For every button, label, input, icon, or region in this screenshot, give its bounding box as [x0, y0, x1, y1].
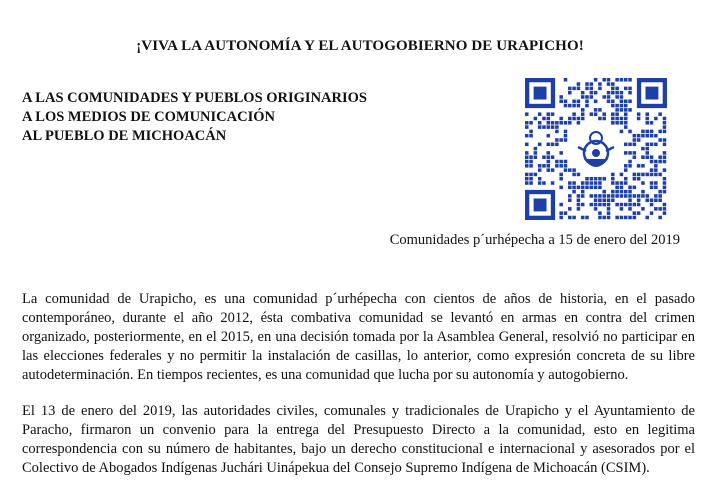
- recipients-block: [22, 89, 367, 146]
- letter-body: [22, 290, 695, 495]
- qr-finder-pattern: [525, 190, 555, 220]
- recipient-line: AL PUEBLO DE MICHOACÁN: [22, 128, 227, 144]
- recipient-line: A LOS MEDIOS DE COMUNICACIÓN: [22, 109, 275, 125]
- qr-code-with-seal-icon: [525, 78, 667, 220]
- paragraph: El 13 de enero del 2019, las autoridades civiles, comunales y tradicionales de Urapicho y el Ayuntamiento de Paracho, firmaron un convenio para la entrega del Presupuesto Directo a la comunidad, esto en legitima correspondencia con su número de habitantes, bajo un derecho constitucional e internacional y asesorados por el Colectivo de Abogados Indígenas Juchári Uinápekua del Consejo Supremo Indígena de Michoacán (CSIM).: [22, 403, 695, 476]
- qr-finder-pattern: [525, 78, 555, 108]
- qr-finder-pattern: [637, 78, 667, 108]
- dateline: Comunidades p´urhépecha a 15 de enero del 2019: [389, 232, 680, 248]
- document-title: ¡VIVA LA AUTONOMÍA Y EL AUTOGOBIERNO DE URAPICHO!: [136, 38, 584, 54]
- recipient-line: A LAS COMUNIDADES Y PUEBLOS ORIGINARIOS: [22, 90, 367, 106]
- paragraph: La comunidad de Urapicho, es una comunidad p´urhépecha con cientos de años de historia, en el pasado contemporáneo, durante el año 2012, ésta combativa comunidad se levantó en armas en contra del crimen organizado, posteriormente, en el 2015, en una decisión tomada por la Asamblea General, resolvió no participar en las elecciones federales y no permitir la instalación de casillas, lo anterior, como expresión concreta de su libre autodeterminación. En tiempos recientes, es una comunidad que lucha por su autonomía y autogobierno.: [22, 291, 695, 383]
- seal-icon: [572, 125, 620, 173]
